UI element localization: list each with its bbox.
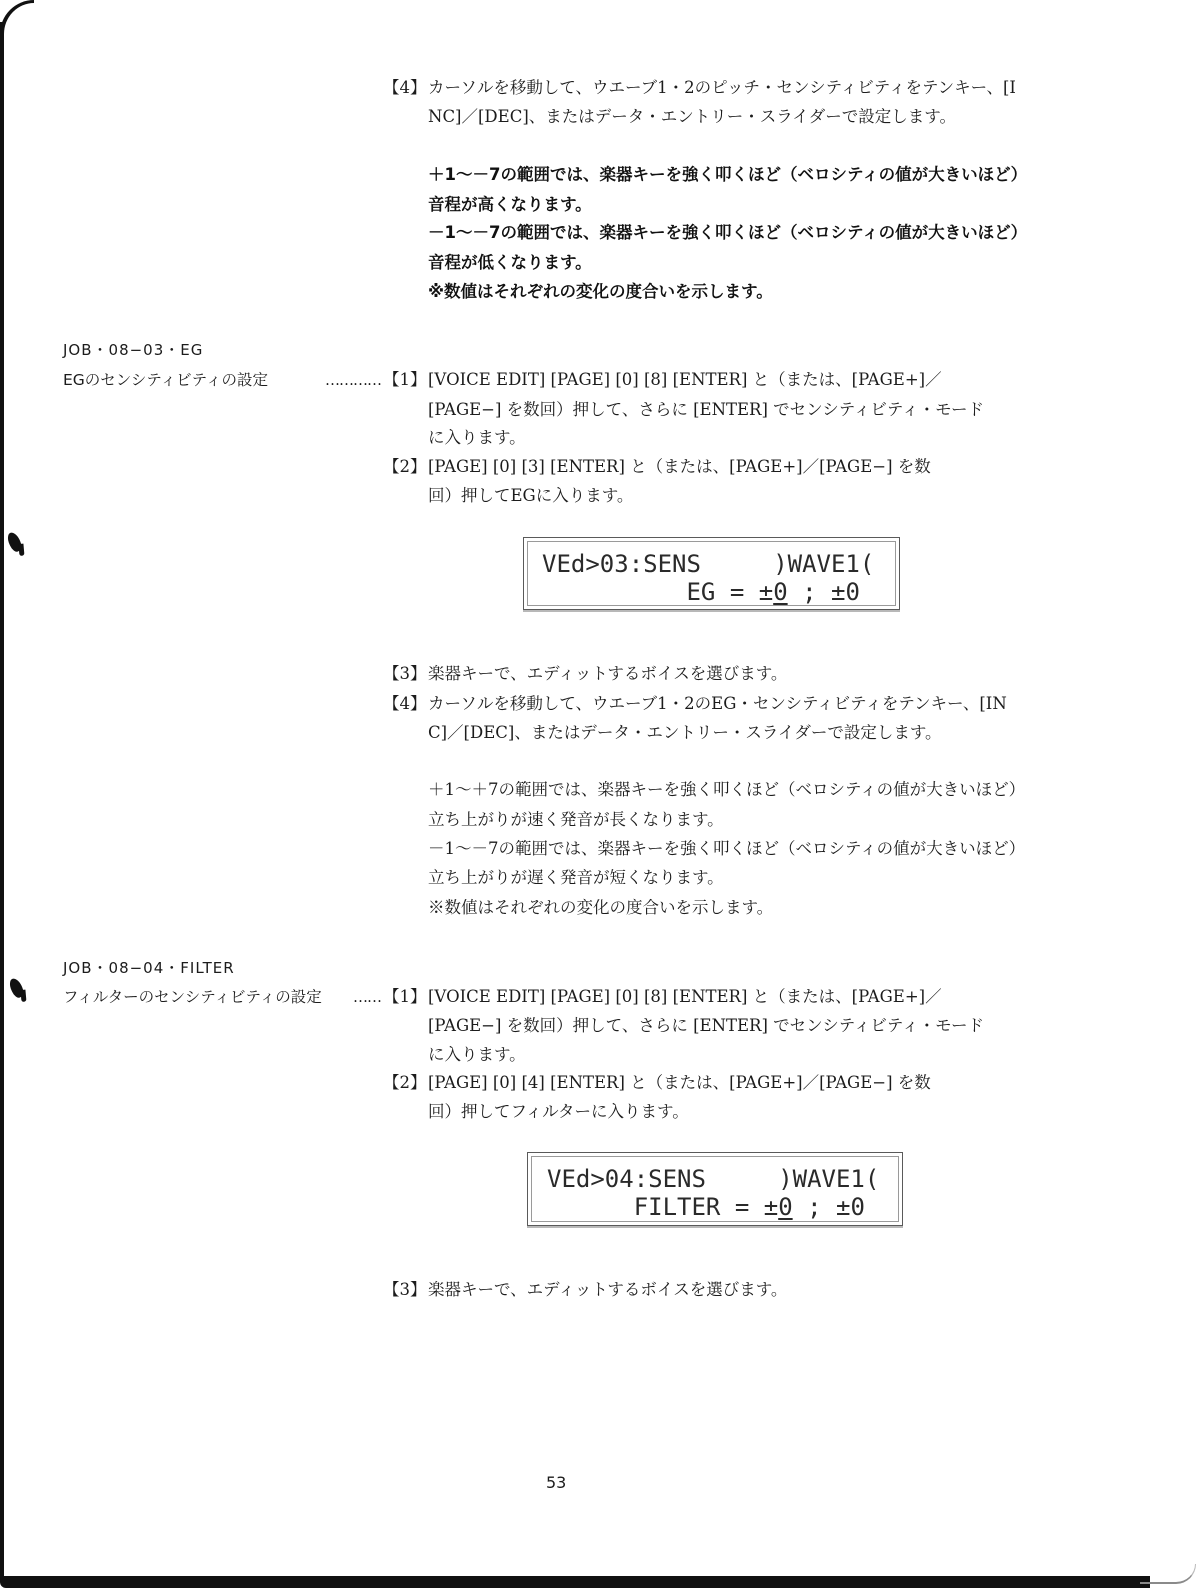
eg-step2-line-1 [383,455,931,479]
step-marker: 【4】 [383,78,427,97]
filter-step2-line-2: 回）押してフィルターに入ります。 [428,1102,689,1121]
intro-note-2: 音程が高くなります。 [428,195,592,214]
page-number: 53 [546,1473,567,1492]
filter-job-heading: JOB・08−04・FILTER [63,959,235,977]
filter-section-label-row [63,985,381,1009]
lcd-parameter: EG = ± [686,578,774,606]
step-text: [VOICE EDIT] [PAGE] [0] [8] [ENTER] と（または、[PAGE+]／ [428,370,942,389]
intro-note-4: 音程が低くなります。 [428,253,592,272]
lcd-text [542,550,874,606]
step-text: カーソルを移動して、ウエーブ1・2のピッチ・センシティビティをテンキー、[I [428,78,1016,97]
step-marker: 【1】 [383,370,427,389]
page-edge-bottom-right [1140,1564,1196,1584]
filter-lcd-display [527,1152,903,1226]
eg-note-5: ※数値はそれぞれの変化の度合いを示します。 [428,898,774,917]
lcd-text [547,1165,879,1221]
eg-section-label-row [63,368,381,392]
leader-dots: …… [353,988,381,1006]
page-edge-corner [0,0,34,34]
step-text: 楽器キーで、エディットするボイスを選びます。 [428,664,788,683]
lcd-line-2 [686,578,874,606]
eg-job-heading: JOB・08−03・EG [63,341,204,359]
filter-step3-line-1 [383,1278,787,1302]
intro-step4-line-2: NC]／[DEC]、またはデータ・エントリー・スライダーで設定します。 [428,107,956,126]
eg-step4-line-2: C]／[DEC]、またはデータ・エントリー・スライダーで設定します。 [428,723,942,742]
eg-note-1: ＋1〜＋7の範囲では、楽器キーを強く叩くほど（ベロシティの値が大きいほど） [428,780,1026,799]
lcd-line-2 [634,1193,880,1221]
step-marker: 【4】 [383,694,427,713]
lcd-parameter-rest: ; ±0 [792,1193,865,1221]
lcd-screen [531,1156,899,1222]
lcd-cursor-value: 0 [773,578,788,606]
filter-step1-line-2: [PAGE−] を数回）押して、さらに [ENTER] でセンシティビティ・モード [428,1016,984,1035]
step-text: 楽器キーで、エディットするボイスを選びます。 [428,1280,788,1299]
lcd-parameter-rest: ; ±0 [787,578,860,606]
page-edge-left [0,22,4,1578]
filter-step1-line-3: に入ります。 [428,1045,526,1064]
eg-lcd-display [523,537,900,610]
step-text: [PAGE] [0] [4] [ENTER] と（または、[PAGE+]／[PAGE−] を数 [428,1073,931,1092]
eg-step1-line-3: に入ります。 [428,428,526,447]
punch-mark-upper [5,531,23,554]
eg-section-label: EGのセンシティビティの設定 [63,371,268,389]
eg-step3-line-1 [383,662,787,686]
step-marker: 【2】 [383,1073,427,1092]
intro-note-5: ※数値はそれぞれの変化の度合いを示します。 [428,282,773,301]
step-marker: 【2】 [383,457,427,476]
eg-step4-line-1 [383,692,1007,716]
step-marker: 【3】 [383,1280,427,1299]
intro-note-1: ＋1〜－7の範囲では、楽器キーを強く叩くほど（ベロシティの値が大きいほど） [428,165,1028,184]
filter-step2-line-1 [383,1071,931,1095]
step-text: [VOICE EDIT] [PAGE] [0] [8] [ENTER] と（または、[PAGE+]／ [428,987,942,1006]
step-marker: 【3】 [383,664,427,683]
eg-note-2: 立ち上がりが速く発音が長くなります。 [428,810,724,829]
filter-section-label: フィルターのセンシティビティの設定 [63,988,322,1006]
punch-mark-lower [7,977,25,1000]
eg-step1-line-2: [PAGE−] を数回）押して、さらに [ENTER] でセンシティビティ・モード [428,400,984,419]
lcd-line-1: VEd>04:SENS )WAVE1( [547,1165,880,1193]
step-text: [PAGE] [0] [3] [ENTER] と（または、[PAGE+]／[PAGE−] を数 [428,457,931,476]
step-text: カーソルを移動して、ウエーブ1・2のEG・センシティビティをテンキー、[IN [428,694,1007,713]
eg-step1-line-1 [383,368,942,392]
lcd-screen [527,541,896,606]
eg-note-3: －1〜－7の範囲では、楽器キーを強く叩くほど（ベロシティの値が大きいほど） [428,839,1026,858]
lcd-cursor-value: 0 [778,1193,793,1221]
intro-note-3: －1〜－7の範囲では、楽器キーを強く叩くほど（ベロシティの値が大きいほど） [428,223,1028,242]
eg-note-4: 立ち上がりが遅く発音が短くなります。 [428,868,724,887]
page-edge-bottom [0,1576,1150,1588]
leader-dots: ………… [325,371,381,389]
step-marker: 【1】 [383,987,427,1006]
eg-step2-line-2: 回）押してEGに入ります。 [428,486,634,505]
lcd-line-1: VEd>03:SENS )WAVE1( [542,550,875,578]
filter-step1-line-1 [383,985,942,1009]
intro-step4-line-1 [383,76,1016,100]
lcd-parameter: FILTER = ± [633,1193,779,1221]
